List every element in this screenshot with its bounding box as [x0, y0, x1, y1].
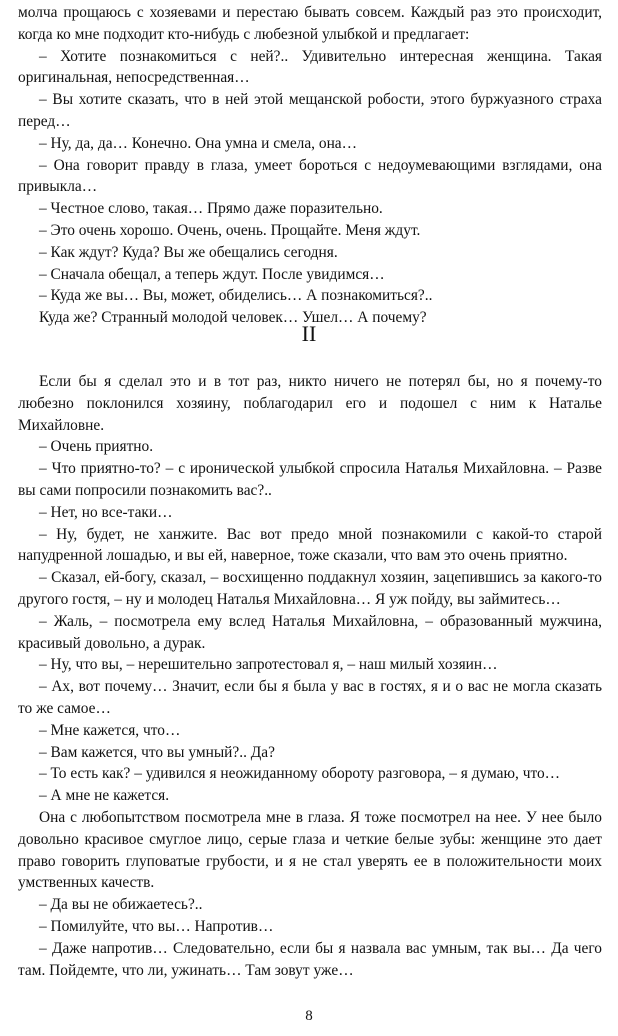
- paragraph: – Она говорит правду в глаза, умеет бороться с недоумевающими взглядами, она привыкла…: [18, 156, 602, 196]
- paragraph: – Ну, да, да… Конечно. Она умна и смела, она…: [39, 134, 358, 152]
- paragraph: – Очень приятно.: [39, 438, 154, 456]
- paragraph: – Ах, вот почему… Значит, если бы я была у вас в гостях, я и о вас не могла сказать то же самое…: [18, 678, 602, 717]
- paragraph: – Ну, что вы, – нерешительно запротестовал я, – наш милый хозяин…: [39, 656, 498, 674]
- paragraph: молча прощаюсь с хозяевами и перестаю бывать совсем. Каждый раз это происходит, когда ко мне подходит кто-нибудь с любезной улыбкой и предлагает:: [18, 4, 602, 43]
- paragraph: – Как ждут? Куда? Вы же обещались сегодня.: [39, 243, 338, 261]
- paragraph: – Ну, будет, не ханжите. Вас вот предо мной познакомили с какой-то старой напудренной лошадью, и вы ей, наверное, тоже сказали, что вам это очень приятно.: [18, 525, 602, 565]
- paragraph: – Вам кажется, что вы умный?.. Да?: [39, 743, 275, 761]
- paragraph: Если бы я сделал это и в тот раз, никто ничего не потерял бы, но я почему-то любезно поклонился хозяину, поблагодарил его и подошел с ним к Наталье Михайловне.: [18, 373, 602, 434]
- paragraph: – То есть как? – удивился я неожиданному обороту разговора, – я думаю, что…: [39, 765, 561, 783]
- paragraph: – Мне кажется, что…: [39, 721, 181, 739]
- paragraph: Она с любопытством посмотрела мне в глаза. Я тоже посмотрел на нее. У нее было довольно красивое смуглое лицо, серые глаза и четкие белые зубы: женщине это дает право говорить глуповатые грубости, и я не стал уверять ее в положительности моих умственных качеств.: [18, 808, 602, 892]
- paragraph: – Хотите познакомиться с ней?.. Удивительно интересная женщина. Такая оригинальная, непосредственная…: [18, 47, 602, 87]
- paragraph: – Сказал, ей-богу, сказал, – восхищенно поддакнул хозяин, зацепившись за какого-то другого гостя, – ну и молодец Наталья Михайловна… Я уж пойду, вы займитесь…: [18, 569, 602, 608]
- paragraph: Куда же? Странный молодой человек… Ушел… А почему?: [39, 309, 427, 327]
- paragraph: – Нет, но все-таки…: [39, 503, 173, 521]
- paragraph: – Вы хотите сказать, что в ней этой мещанской робости, этого буржуазного страха перед…: [18, 91, 602, 130]
- paragraph: – Помилуйте, что вы… Напротив…: [39, 917, 274, 935]
- paragraph: – Что приятно-то? – с иронической улыбкой спросила Наталья Михайловна. – Разве вы сами попросили познакомить вас?..: [18, 460, 602, 499]
- page-number: 8: [305, 1008, 313, 1024]
- paragraph: – Да вы не обижаетесь?..: [39, 896, 203, 914]
- paragraph: – Честное слово, такая… Прямо даже поразительно.: [39, 200, 383, 218]
- text-block-bottom: [18, 371, 602, 981]
- paragraph: – Сначала обещал, а теперь ждут. После увидимся…: [39, 265, 385, 283]
- text-block-top: [18, 2, 602, 329]
- paragraph: – А мне не кажется.: [39, 787, 170, 805]
- paragraph: – Даже напротив… Следовательно, если бы я назвала вас умным, так вы… Да чего там. Пойдемте, что ли, ужинать… Там зовут уже…: [18, 939, 602, 979]
- paragraph: – Жаль, – посмотрела ему вслед Наталья Михайловна, – образованный мужчина, красивый довольно, а дурак.: [18, 612, 602, 652]
- paragraph: – Это очень хорошо. Очень, очень. Прощайте. Меня ждут.: [39, 221, 421, 239]
- chapter-heading: II: [301, 321, 317, 346]
- paragraph: – Куда же вы… Вы, может, обиделись… А познакомиться?..: [39, 287, 433, 305]
